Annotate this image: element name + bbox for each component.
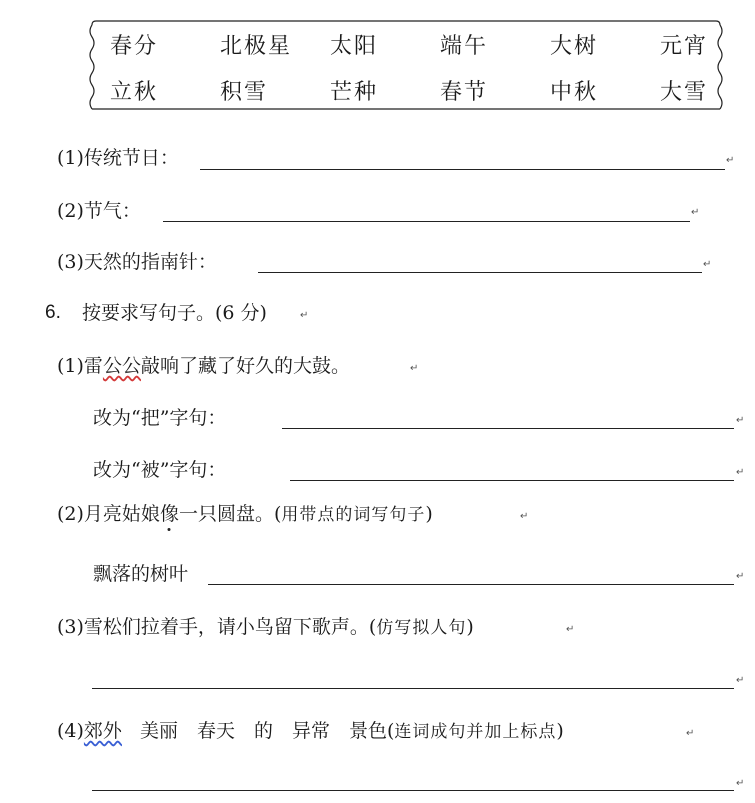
q6-s1-num: (1): [57, 355, 84, 377]
q5-item-3-label: (3)天然的指南针：: [57, 251, 217, 273]
wavy-border-frame: [88, 17, 724, 113]
q6-s4-text-c: ): [556, 720, 564, 742]
q6-s2-hint: 用带点的词写句子: [281, 505, 426, 525]
word-beijixing: 北极星: [220, 34, 293, 59]
word-chunfen: 春分: [110, 34, 159, 59]
return-mark: ↵: [691, 207, 700, 218]
q6-s3-hint: 仿写拟人句: [376, 618, 467, 638]
word-chunjie: 春节: [440, 80, 489, 105]
q6-s3-sentence: [57, 615, 474, 640]
q6-s1-text-b: 敲响了藏了好久的大鼓。: [140, 355, 350, 377]
q6-s1-bei-label: 改为“被”字句：: [93, 459, 227, 481]
q6-s1-text-a: 雷: [83, 355, 103, 377]
word-liqiu: 立秋: [110, 80, 159, 105]
q6-s4-hint: 连词成句并加上标点: [394, 722, 557, 742]
q6-s1-wavy-word: 公公: [102, 355, 141, 377]
q6-s4-wavy-word: 郊外: [83, 720, 122, 742]
q6-s4-answer-line[interactable]: [92, 790, 734, 791]
q6-s3-text-c: ): [466, 616, 474, 638]
return-mark: ↵: [736, 467, 745, 478]
q6-s2-prompt: 飘落的树叶: [93, 563, 189, 585]
return-mark: ↵: [410, 363, 419, 374]
q6-s1-ba-label: 改为“把”字句：: [93, 407, 227, 429]
return-mark: ↵: [736, 571, 745, 582]
return-mark: ↵: [726, 155, 735, 166]
q6-s2-text-b: 一只圆盘。(: [178, 503, 282, 525]
return-mark: ↵: [736, 415, 745, 426]
q6-s2-answer-line[interactable]: [208, 584, 734, 585]
word-mangzhong: 芒种: [330, 80, 379, 105]
q6-title: 按要求写句子。(6 分): [82, 302, 267, 324]
q6-s3-num: (3): [57, 616, 84, 638]
return-mark: ↵: [736, 675, 745, 686]
q6-s3-text: 雪松们拉着手，请小鸟留下歌声。(: [83, 616, 377, 638]
return-mark: ↵: [566, 624, 575, 635]
q6-s4-num: (4): [57, 720, 84, 742]
return-mark: ↵: [686, 728, 695, 739]
return-mark: ↵: [300, 310, 309, 321]
word-dashu: 大树: [550, 34, 599, 59]
word-jixue: 积雪: [220, 80, 269, 105]
q6-s1-ba-answer-line[interactable]: [282, 428, 734, 429]
q6-s2-sentence: [57, 502, 433, 527]
word-duanwu: 端午: [440, 34, 489, 59]
q6-s4-words: 美丽 春天 的 异常 景色(: [139, 720, 395, 742]
return-mark: ↵: [736, 778, 745, 789]
word-zhongqiu: 中秋: [550, 80, 599, 105]
word-taiyang: 太阳: [330, 34, 379, 59]
q6-number: 6.: [45, 302, 61, 323]
q5-item-2-label: (2)节气：: [57, 200, 141, 222]
q5-item-1-answer-line[interactable]: [200, 169, 725, 170]
word-daxue: 大雪: [660, 80, 709, 105]
q6-s4-sentence: [57, 719, 564, 744]
word-yuanxiao: 元宵: [660, 34, 709, 59]
return-mark: ↵: [520, 511, 529, 522]
q6-s2-num: (2): [57, 503, 84, 525]
q6-s2-text-a: 月亮姑娘: [83, 503, 160, 525]
q6-s2-dotted-word: 像: [159, 503, 179, 525]
q6-s3-answer-line[interactable]: [92, 688, 734, 689]
q5-item-1-label: (1)传统节日：: [57, 147, 179, 169]
return-mark: ↵: [703, 259, 712, 270]
word-box: [88, 17, 724, 113]
q6-s1-bei-answer-line[interactable]: [290, 480, 734, 481]
q5-item-2-answer-line[interactable]: [163, 221, 690, 222]
q5-item-3-answer-line[interactable]: [258, 272, 702, 273]
q6-s2-text-c: ): [425, 503, 433, 525]
q6-s1-sentence: [57, 354, 350, 378]
